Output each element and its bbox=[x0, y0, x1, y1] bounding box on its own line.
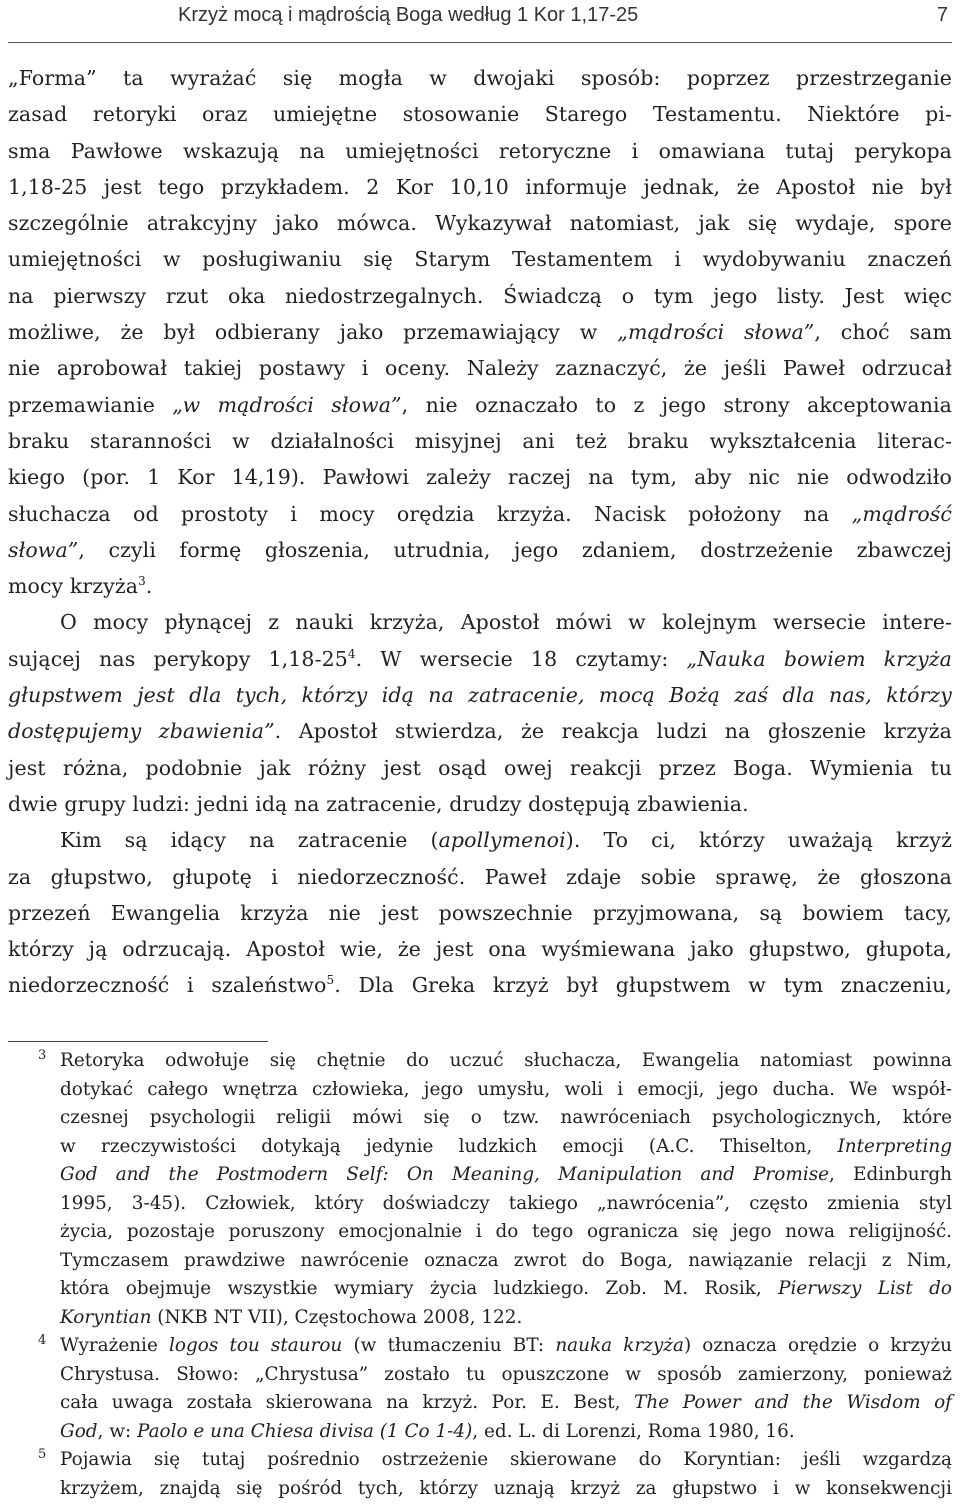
footnote-line: Tymczasem prawdziwe nawrócenie oznacza zwrot do Boga, nawiązanie relacji z Nim, bbox=[60, 1249, 952, 1271]
footnote-line: dotykać całego wnętrza człowieka, jego umysłu, woli i emocji, jego ducha. We współ- bbox=[60, 1078, 952, 1100]
footnotes bbox=[8, 1047, 952, 1503]
footnote-line: God and the Postmodern Self: On Meaning, Manipulation and Promise, Edinburgh bbox=[60, 1164, 953, 1185]
text-line: jest różna, podobnie jak różny jest osąd owej reakcji przez Boga. Wymienia tu bbox=[8, 755, 952, 780]
footnote-ref: 5 bbox=[326, 973, 335, 988]
text-line: głupstwem jest dla tych, którzy idą na zatracenie, mocą Bożą zaś dla nas, którzy bbox=[8, 683, 952, 708]
footnote-line: w rzeczywistości dotykają jedynie ludzkich emocji (A.C. Thiselton, Interpreting bbox=[60, 1135, 952, 1157]
text-line: Kim są idący na zatracenie (apollymenoi). To ci, którzy uważają krzyż bbox=[60, 828, 952, 853]
text-line: na pierwszy rzut oka niedostrzegalnych. Świadczą o tym jego listy. Jest więc bbox=[8, 283, 952, 308]
footnote-line: która obejmuje wszystkie wymiary życia ludzkiego. Zob. M. Rosik, Pierwszy List do bbox=[60, 1278, 952, 1299]
footnote-line: 5 Pojawia się tutaj pośrednio ostrzeżenie skierowane do Koryntian: jeśli wzgardzą bbox=[8, 1446, 952, 1475]
text-line: niedorzeczność i szaleństwo$^5$. Dla Greka krzyż był głupstwem w tym znaczeniu, bbox=[8, 973, 952, 998]
text-line: zasad retoryki oraz umiejętne stosowanie Starego Testamentu. Niektóre pi- bbox=[8, 102, 952, 127]
text-line: przemawianie „w mądrości słowa”, nie oznaczało to z jego strony akceptowania bbox=[8, 392, 952, 417]
text-line: sma Pawłowe wskazują na umiejętności retoryczne i omawiana tutaj perykopa bbox=[8, 138, 952, 163]
text-line: przezeń Ewangelia krzyża nie jest powszechnie przyjmowana, są bowiem tacy, bbox=[8, 900, 952, 925]
footnote-ref: 3 bbox=[138, 574, 146, 589]
text-line: mocy krzyża$^3$. bbox=[8, 574, 153, 599]
text-line: braku staranności w działalności misyjnej ani też braku wykształcenia literac- bbox=[8, 428, 952, 453]
footnote-line: krzyżem, znajdą się pośród tych, którzy uznają krzyż za głupstwo i w konsekwencji bbox=[60, 1477, 952, 1499]
footnote-line: 1995, 3-45). Człowiek, który doświadczy takiego „nawrócenia”, często zmienia styl bbox=[60, 1192, 952, 1214]
running-title: Krzyż mocą i mądrością Boga według 1 Kor 1,17-25 bbox=[178, 4, 639, 26]
text-line: możliwe, że był odbierany jako przemawiający w „mądrości słowa”, choć sam bbox=[8, 320, 952, 345]
text-line: umiejętności w posługiwaniu się Starym Testamentem i wydobywaniu znaczeń bbox=[8, 247, 952, 272]
text-line: którzy ją odrzucają. Apostoł wie, że jest ona wyśmiewana jako głupstwo, głupota, bbox=[8, 937, 952, 962]
footnote-line: czesnej psychologii religii mówi się o tzw. nawróceniach psychologicznych, które bbox=[60, 1107, 952, 1128]
text-line: „Forma” ta wyrażać się mogła w dwojaki sposób: poprzez przestrzeganie bbox=[8, 66, 952, 90]
footnote-line: 4 Wyrażenie logos tou staurou (w tłumaczeniu BT: nauka krzyża) oznacza orędzie o krzyżu bbox=[8, 1332, 952, 1361]
text-line: 1,18-25 jest tego przykładem. 2 Kor 10,10 informuje jednak, że Apostoł nie był bbox=[8, 174, 952, 199]
footnote-number: 5 bbox=[38, 1447, 47, 1462]
footnote-number: 4 bbox=[38, 1333, 47, 1348]
text-line: szczególnie atrakcyjny jako mówca. Wykazywał natomiast, jak się wydaje, spore bbox=[8, 211, 952, 236]
footnote-number: 3 bbox=[38, 1048, 47, 1063]
footnote-line: God, w: Paolo e una Chiesa divisa (1 Co 1-4), ed. L. di Lorenzi, Roma 1980, 16. bbox=[60, 1420, 795, 1442]
text-line: słuchacza od prostoty i mocy orędzia krzyża. Nacisk położony na „mądrość bbox=[8, 501, 952, 526]
text-line: za głupstwo, głupotę i niedorzeczność. Paweł zdaje sobie sprawę, że głoszona bbox=[8, 864, 952, 889]
footnote-line: życia, pozostaje poruszony emocjonalnie i do tego ogranicza się jego nowa religijność. bbox=[60, 1221, 952, 1242]
header-rule bbox=[8, 42, 952, 43]
text-line: sującej nas perykopy $1,18-25^4$. W wersecie 18 czytamy: „Nauka bowiem krzyża bbox=[8, 646, 952, 671]
footnote-line: cała uwaga została skierowana na krzyż. Por. E. Best, The Power and the Wisdom of bbox=[60, 1392, 952, 1413]
footnote-line: Koryntian (NKB NT VII), Częstochowa 2008, 122. bbox=[60, 1306, 523, 1328]
text-line: O mocy płynącej z nauki krzyża, Apostoł mówi w kolejnym wersecie intere- bbox=[60, 610, 952, 635]
page-number: 7 bbox=[936, 4, 948, 26]
running-header bbox=[0, 4, 960, 36]
footnote-line: 3 Retoryka odwołuje się chętnie do uczuć słuchacza, Ewangelia natomiast powinna bbox=[8, 1047, 952, 1076]
text-line: dostępujemy zbawienia”. Apostoł stwierdza, że reakcja ludzi na głoszenie krzyża bbox=[8, 719, 952, 744]
text-line: kiego (por. 1 Kor 14,19). Pawłowi zależy raczej na tym, aby nic nie odwodziło bbox=[8, 465, 952, 490]
text-line: dwie grupy ludzi: jedni idą na zatracenie, drudzy dostępują zbawienia. bbox=[8, 791, 749, 816]
footnote-line: Chrystusa. Słowo: „Chrystusa” zostało tu opuszczone w sposób zamierzony, ponieważ bbox=[60, 1363, 952, 1385]
footnote-ref: 4 bbox=[347, 646, 356, 661]
text-line: słowa”, czyli formę głoszenia, utrudnia, jego zdaniem, dostrzeżenie zbawczej bbox=[8, 537, 952, 562]
text-line: nie aprobował takiej postawy i oceny. Należy zaznaczyć, że jeśli Paweł odrzucał bbox=[8, 356, 952, 381]
footnote-rule bbox=[8, 1041, 268, 1042]
main-text bbox=[8, 60, 952, 1004]
